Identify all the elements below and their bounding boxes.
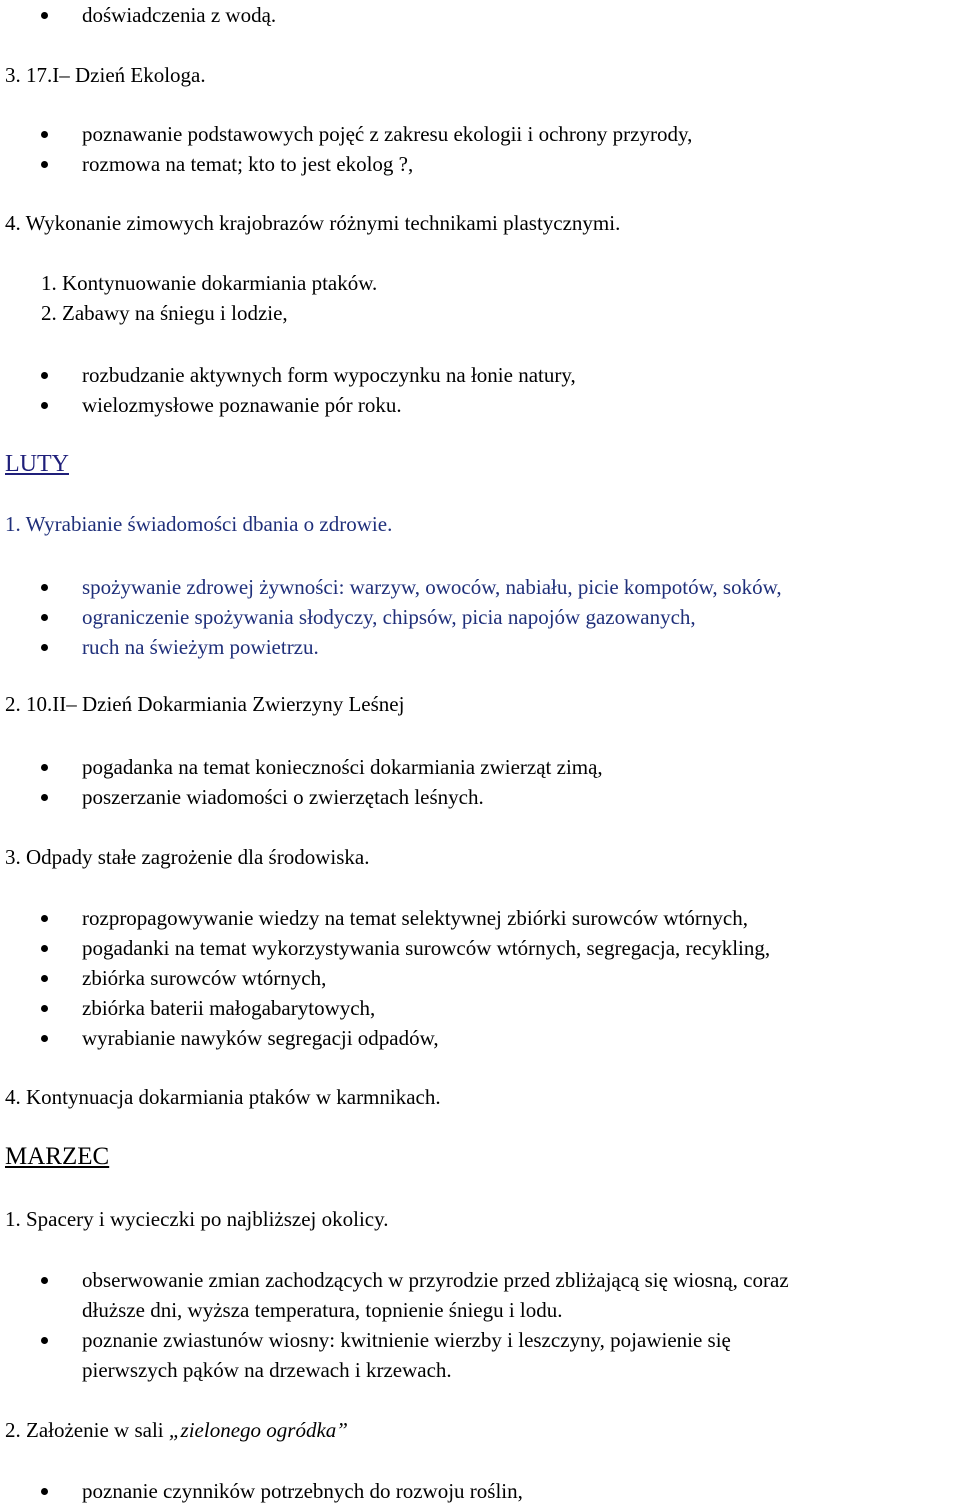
list-item: rozbudzanie aktywnych form wypoczynku na łonie natury, — [82, 363, 576, 387]
list-item: poznawanie podstawowych pojęć z zakresu ekologii i ochrony przyrody, — [82, 122, 693, 146]
list-item: zbiórka baterii małogabarytowych, — [82, 996, 376, 1020]
bullet-icon — [41, 161, 48, 168]
list-item: rozpropagowywanie wiedzy na temat selektywnej zbiórki surowców wtórnych, — [82, 906, 748, 930]
list-item: rozmowa na temat; kto to jest ekolog ?, — [82, 152, 414, 176]
numbered-heading: 4. Kontynuacja dokarmiania ptaków w karmnikach. — [5, 1085, 441, 1109]
list-item: poznanie czynników potrzebnych do rozwoju roślin, — [82, 1479, 523, 1503]
bullet-icon — [41, 584, 48, 591]
list-item: pogadanki na temat wykorzystywania surowców wtórnych, segregacja, recykling, — [82, 936, 771, 960]
heading-text: 2. Założenie w sali — [5, 1418, 169, 1442]
list-item: zbiórka surowców wtórnych, — [82, 966, 327, 990]
bullet-icon — [41, 12, 48, 19]
month-heading-marzec: MARZEC — [5, 1143, 110, 1170]
list-item: obserwowanie zmian zachodzących w przyrodzie przed zbliżającą się wiosną, coraz — [82, 1268, 789, 1292]
bullet-icon — [41, 131, 48, 138]
list-item-continuation: pierwszych pąków na drzewach i krzewach. — [82, 1358, 452, 1382]
bullet-icon — [41, 915, 48, 922]
numbered-heading: 3. 17.I– Dzień Ekologa. — [5, 63, 206, 87]
list-item: poznanie zwiastunów wiosny: kwitnienie wierzby i leszczyny, pojawienie się — [82, 1328, 731, 1352]
month-heading-luty: LUTY — [5, 451, 69, 477]
list-item: ograniczenie spożywania słodyczy, chipsów, picia napojów gazowanych, — [82, 605, 696, 629]
bullet-icon — [41, 794, 48, 801]
numbered-heading: 1. Wyrabianie świadomości dbania o zdrowie. — [5, 512, 393, 536]
bullet-icon — [41, 975, 48, 982]
bullet-icon — [41, 1277, 48, 1284]
list-item: wyrabianie nawyków segregacji odpadów, — [82, 1026, 439, 1050]
bullet-icon — [41, 372, 48, 379]
bullet-icon — [41, 644, 48, 651]
list-item: doświadczenia z wodą. — [82, 3, 277, 27]
list-item: pogadanka na temat konieczności dokarmiania zwierząt zimą, — [82, 755, 603, 779]
bullet-icon — [41, 1337, 48, 1344]
heading-italic-text: „zielonego ogródka” — [168, 1418, 348, 1442]
bullet-icon — [41, 1005, 48, 1012]
numbered-heading: 1. Kontynuowanie dokarmiania ptaków. — [41, 271, 378, 295]
numbered-heading: 3. Odpady stałe zagrożenie dla środowiska. — [5, 845, 370, 869]
numbered-heading: 4. Wykonanie zimowych krajobrazów różnymi technikami plastycznymi. — [5, 211, 621, 235]
bullet-icon — [41, 614, 48, 621]
numbered-heading: 2. 10.II– Dzień Dokarmiania Zwierzyny Leśnej — [5, 692, 405, 716]
numbered-heading: 1. Spacery i wycieczki po najbliższej okolicy. — [5, 1207, 389, 1231]
list-item: wielozmysłowe poznawanie pór roku. — [82, 393, 402, 417]
bullet-icon — [41, 402, 48, 409]
numbered-heading: 2. Zabawy na śniegu i lodzie, — [41, 301, 288, 325]
list-item: ruch na świeżym powietrzu. — [82, 635, 319, 659]
bullet-icon — [41, 945, 48, 952]
list-item: spożywanie zdrowej żywności: warzyw, owoców, nabiału, picie kompotów, soków, — [82, 575, 782, 599]
list-item: poszerzanie wiadomości o zwierzętach leśnych. — [82, 785, 484, 809]
list-item-continuation: dłuższe dni, wyższa temperatura, topnienie śniegu i lodu. — [82, 1298, 563, 1322]
bullet-icon — [41, 1488, 48, 1495]
bullet-icon — [41, 764, 48, 771]
bullet-icon — [41, 1035, 48, 1042]
numbered-heading — [5, 1417, 348, 1443]
